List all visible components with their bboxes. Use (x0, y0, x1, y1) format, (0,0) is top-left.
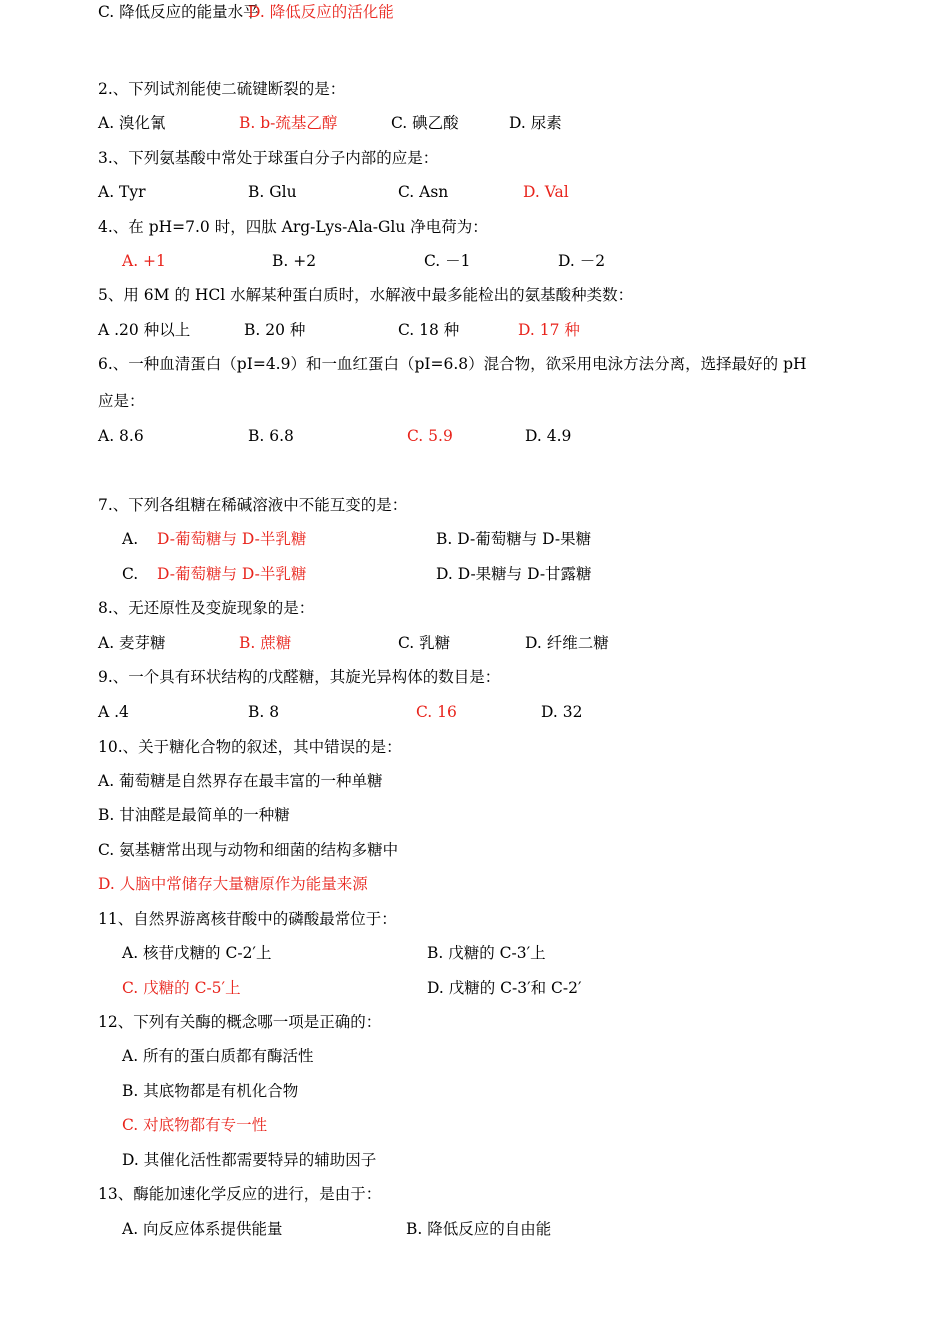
option: A. 核苷戊糖的 C-2′上 (122, 944, 272, 962)
answer-option: D. 降低反应的活化能 (248, 3, 394, 21)
option: B. 6.8 (248, 427, 294, 445)
question-text: 3.、下列氨基酸中常处于球蛋白分子内部的应是： (98, 149, 439, 167)
option: A. 向反应体系提供能量 (122, 1220, 283, 1238)
answer-option: D. 17 种 (518, 321, 580, 339)
answer-option: C. 16 (416, 703, 457, 721)
option: C. 碘乙酸 (391, 114, 459, 132)
option: D. 其催化活性都需要特异的辅助因子 (122, 1151, 377, 1169)
option: A. (122, 530, 139, 548)
option: B. +2 (272, 252, 317, 270)
answer-option: C. 戊糖的 C-5′上 (122, 979, 241, 997)
option: C. 18 种 (398, 321, 460, 339)
option: D. 纤维二糖 (525, 634, 609, 652)
option: D. －2 (558, 252, 606, 270)
option: B. D-葡萄糖与 D-果糖 (436, 530, 592, 548)
option: C. 乳糖 (398, 634, 451, 652)
question-text: 8.、无还原性及变旋现象的是： (98, 599, 315, 617)
option: A. 所有的蛋白质都有酶活性 (122, 1047, 314, 1065)
question-text: 9.、一个具有环状结构的戊醛糖，其旋光异构体的数目是： (98, 668, 501, 686)
question-text: 5、用 6M 的 HCl 水解某种蛋白质时，水解液中最多能检出的氨基酸种类数： (98, 286, 634, 304)
option: D. 32 (541, 703, 583, 721)
option: D. 4.9 (525, 427, 572, 445)
question-text: 应是： (98, 392, 145, 410)
option: B. 20 种 (244, 321, 306, 339)
option: A .4 (98, 703, 129, 721)
question-text: 6.、一种血清蛋白（pI=4.9）和一血红蛋白（pI=6.8）混合物，欲采用电泳方法分离，选择最好的 pH (98, 355, 807, 373)
option: B. 其底物都是有机化合物 (122, 1082, 299, 1100)
option: B. Glu (248, 183, 297, 201)
answer-option: C. 5.9 (407, 427, 453, 445)
option: C. Asn (398, 183, 449, 201)
answer-option: B. 蔗糖 (239, 634, 292, 652)
option: C. 氨基糖常出现与动物和细菌的结构多糖中 (98, 841, 399, 859)
answer-option: B. b-巯基乙醇 (239, 114, 338, 132)
option: B. 戊糖的 C-3′上 (427, 944, 546, 962)
question-text: 13、酶能加速化学反应的进行，是由于： (98, 1185, 382, 1203)
question-text: 4.、在 pH=7.0 时，四肽 Arg-Lys-Ala-Glu 净电荷为： (98, 218, 488, 236)
question-text: 10.、关于糖化合物的叙述，其中错误的是： (98, 738, 402, 756)
option: A. 8.6 (98, 427, 144, 445)
question-text: 11、自然界游离核苷酸中的磷酸最常位于： (98, 910, 397, 928)
option: A. Tyr (98, 183, 146, 201)
option: A. 麦芽糖 (98, 634, 166, 652)
option: B. 甘油醛是最简单的一种糖 (98, 806, 290, 824)
answer-option: D-葡萄糖与 D-半乳糖 (157, 565, 307, 583)
answer-option: C. 对底物都有专一性 (122, 1116, 268, 1134)
question-text: 2.、下列试剂能使二硫键断裂的是： (98, 80, 346, 98)
answer-option: D. 人脑中常储存大量糖原作为能量来源 (98, 875, 368, 893)
question-text: 12、下列有关酶的概念哪一项是正确的： (98, 1013, 382, 1031)
option: D. D-果糖与 D-甘露糖 (436, 565, 592, 583)
option: C. －1 (424, 252, 471, 270)
option: A .20 种以上 (98, 321, 191, 339)
option: A. 溴化氰 (98, 114, 166, 132)
question-text: 7.、下列各组糖在稀碱溶液中不能互变的是： (98, 496, 408, 514)
option: B. 8 (248, 703, 280, 721)
option: D. 戊糖的 C-3′和 C-2′ (427, 979, 582, 997)
option: D. 尿素 (509, 114, 562, 132)
answer-option: D. Val (523, 183, 569, 201)
answer-option: A. +1 (122, 252, 166, 270)
answer-option: D-葡萄糖与 D-半乳糖 (157, 530, 307, 548)
option: B. 降低反应的自由能 (406, 1220, 552, 1238)
option: C. 降低反应的能量水平 (98, 3, 259, 21)
option: C. (122, 565, 139, 583)
option: A. 葡萄糖是自然界存在最丰富的一种单糖 (98, 772, 383, 790)
